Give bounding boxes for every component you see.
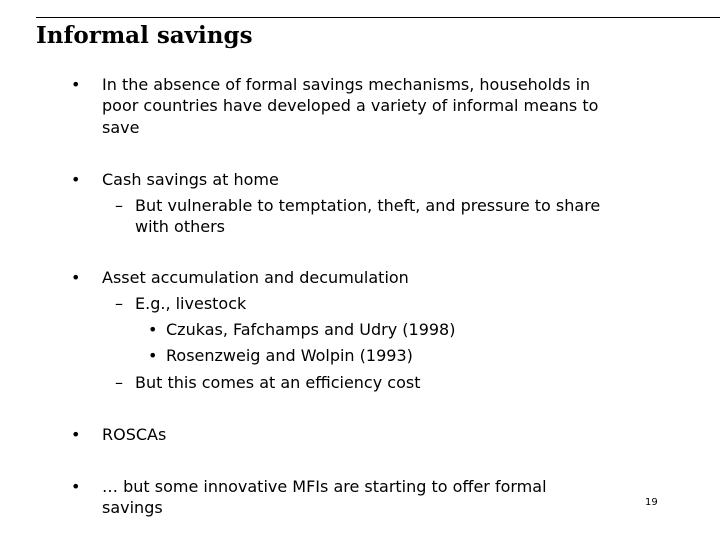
sub-sub-bullet-text: Czukas, Fafchamps and Udry (1998) xyxy=(166,320,456,339)
bullet-text-line: … but some innovative MFIs are starting to offer formal xyxy=(102,477,547,496)
sub-sub-bullet-text: Rosenzweig and Wolpin (1993) xyxy=(166,346,413,365)
bullet-marker: • xyxy=(71,425,81,444)
slide-title: Informal savings xyxy=(36,22,253,49)
sub-sub-bullet-marker: • xyxy=(148,346,158,365)
sub-bullet-text-line: But vulnerable to temptation, theft, and pressure to share xyxy=(135,196,601,215)
sub-bullet-dash: – xyxy=(115,294,123,313)
sub-bullet-text-line: But this comes at an efficiency cost xyxy=(135,373,421,392)
bullet-text-line: save xyxy=(102,118,140,137)
bullet-marker: • xyxy=(71,268,81,287)
sub-bullet-text-line: E.g., livestock xyxy=(135,294,247,313)
page-number: 19 xyxy=(645,497,658,508)
bullet-text-line: Asset accumulation and decumulation xyxy=(102,268,409,287)
sub-sub-bullet-marker: • xyxy=(148,320,158,339)
sub-bullet-text-line: with others xyxy=(135,217,225,236)
sub-bullet-dash: – xyxy=(115,373,123,392)
bullet-text-line: Cash savings at home xyxy=(102,170,279,189)
bullet-text-line: ROSCAs xyxy=(102,425,167,444)
bullet-text-line: In the absence of formal savings mechanisms, households in xyxy=(102,75,591,94)
bullet-marker: • xyxy=(71,477,81,496)
sub-bullet-dash: – xyxy=(115,196,123,215)
bullet-text-line: savings xyxy=(102,498,163,517)
bullet-marker: • xyxy=(71,75,81,94)
bullet-marker: • xyxy=(71,170,81,189)
bullet-text-line: poor countries have developed a variety of informal means to xyxy=(102,96,599,115)
top-rule xyxy=(36,17,720,18)
